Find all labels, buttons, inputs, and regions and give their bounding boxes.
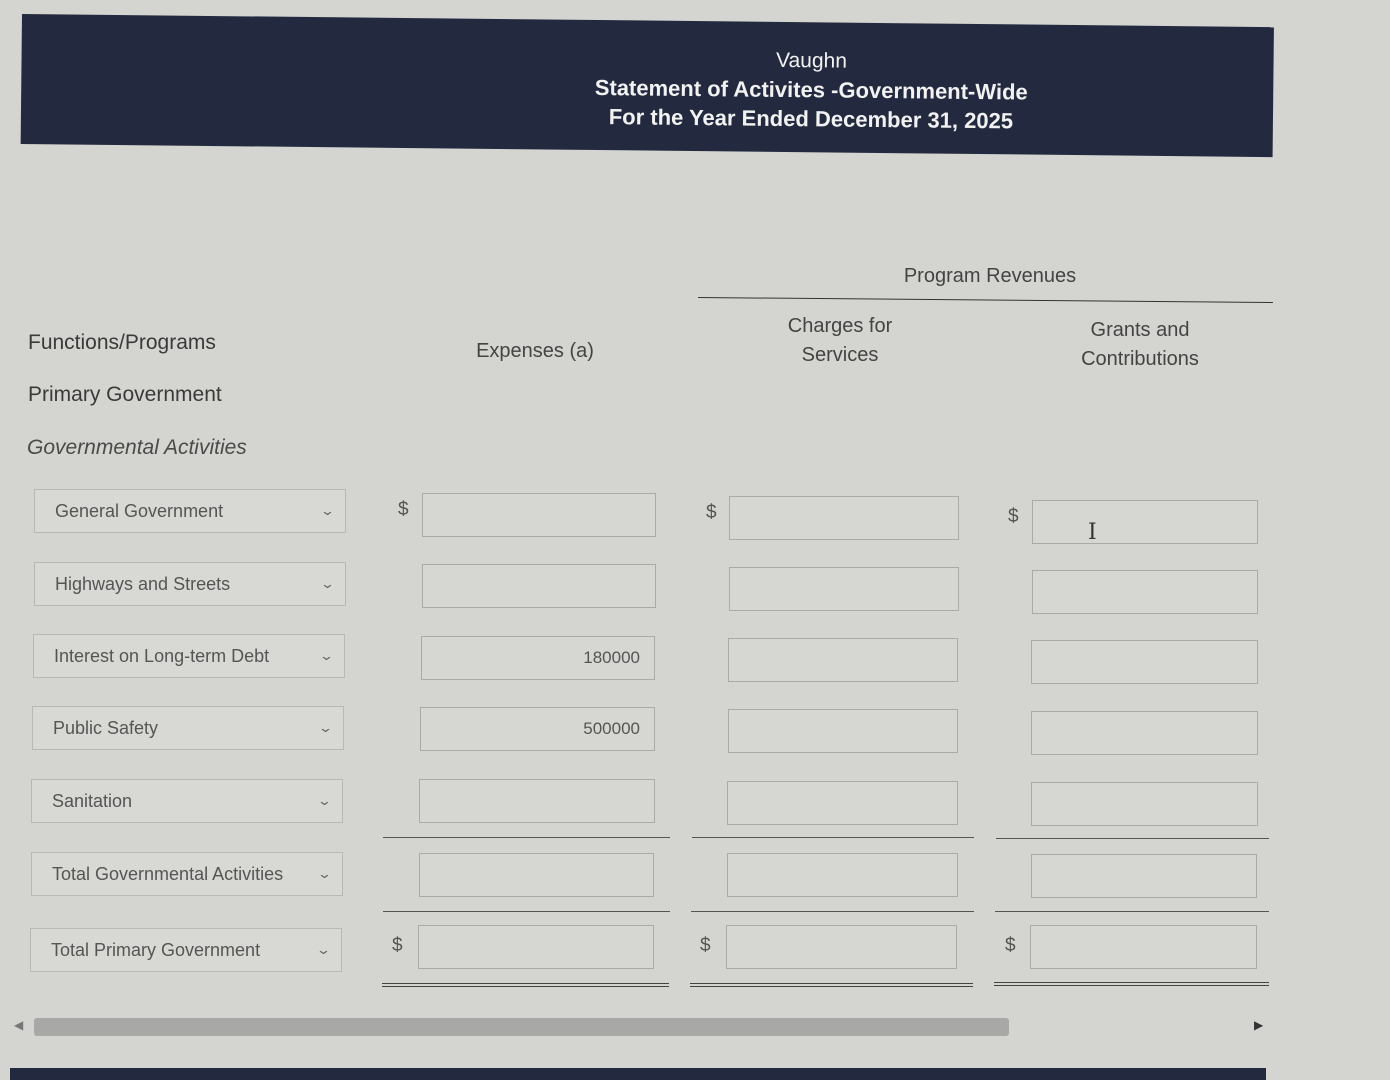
select-value: Total Governmental Activities <box>52 863 284 884</box>
scroll-left-icon[interactable]: ◀ <box>14 1018 24 1032</box>
select-value: Total Primary Government <box>51 939 261 960</box>
charges-input-row-2[interactable] <box>729 567 959 611</box>
grants-input-row-4[interactable] <box>1031 711 1258 755</box>
horizontal-scrollbar-thumb[interactable] <box>34 1018 1009 1036</box>
charges-for-services-heading <box>760 312 920 370</box>
statement-title: Statement of Activites -Government-Wide <box>594 75 1028 105</box>
expenses-input-row-7[interactable] <box>418 925 654 969</box>
grants-heading-line1: Grants and <box>1090 319 1190 341</box>
grand-total-double-rule-expenses <box>382 983 669 987</box>
charges-heading-line1: Charges for <box>787 315 893 337</box>
dollar-sign: $ <box>1008 506 1019 527</box>
charges-input-row-5[interactable] <box>727 781 958 825</box>
grants-input-row-2[interactable] <box>1032 570 1258 614</box>
chevron-down-icon: ⌄ <box>315 942 332 957</box>
expenses-input-row-6[interactable] <box>419 853 654 897</box>
grants-contributions-heading <box>1060 316 1220 374</box>
chevron-down-icon: ⌄ <box>316 793 333 808</box>
expenses-input-row-5[interactable] <box>419 779 655 823</box>
charges-input-row-3[interactable] <box>728 638 958 682</box>
grants-input-row-1[interactable] <box>1032 500 1258 544</box>
expenses-input-row-1[interactable] <box>422 493 656 537</box>
charges-heading-line2: Services <box>801 344 879 366</box>
grants-input-row-3[interactable] <box>1031 640 1258 684</box>
select-value: Sanitation <box>52 790 133 811</box>
dollar-sign: $ <box>1005 935 1016 956</box>
select-value: Public Safety <box>53 717 159 738</box>
charges-input-row-1[interactable] <box>729 496 959 540</box>
charges-input-row-7[interactable] <box>726 925 957 969</box>
function-select-general-government[interactable] <box>34 489 346 533</box>
function-select-highways-and-streets[interactable] <box>34 562 346 606</box>
charges-input-row-6[interactable] <box>727 853 958 897</box>
statement-period: For the Year Ended December 31, 2025 <box>608 104 1014 134</box>
grants-input-row-6[interactable] <box>1031 854 1257 898</box>
select-value: General Government <box>55 500 224 521</box>
footer-bar <box>10 1068 1266 1080</box>
program-revenues-heading: Program Revenues <box>903 265 1077 287</box>
functions-programs-heading: Functions/Programs <box>28 331 216 354</box>
grants-input-row-5[interactable] <box>1031 782 1258 826</box>
subtotal-rule-charges <box>692 837 974 838</box>
function-select-total-governmental-activities[interactable] <box>31 852 343 896</box>
expenses-input-row-2[interactable] <box>422 564 656 608</box>
scroll-right-icon[interactable]: ▶ <box>1254 1018 1264 1032</box>
program-revenues-rule <box>698 297 1273 303</box>
expenses-input-row-4[interactable]: 500000 <box>420 707 655 751</box>
charges-input-row-4[interactable] <box>728 709 958 753</box>
statement-header <box>21 14 1274 157</box>
function-select-interest-on-long-term-debt[interactable] <box>33 634 345 678</box>
dollar-sign: $ <box>706 502 717 523</box>
chevron-down-icon: ⌄ <box>316 866 333 881</box>
text-cursor-icon: I <box>1088 520 1097 545</box>
primary-government-heading: Primary Government <box>28 383 222 406</box>
expenses-input-row-3[interactable]: 180000 <box>421 636 655 680</box>
subtotal-rule-grants <box>996 838 1269 839</box>
chevron-down-icon: ⌄ <box>317 720 334 735</box>
chevron-down-icon: ⌄ <box>319 576 336 591</box>
grand-total-double-rule-charges <box>690 983 973 987</box>
expenses-heading: Expenses (a) <box>476 340 594 362</box>
select-value: Highways and Streets <box>55 573 231 594</box>
subtotal-rule-expenses <box>383 837 670 838</box>
grand-total-double-rule-grants <box>994 982 1269 986</box>
dollar-sign: $ <box>398 499 409 520</box>
grants-input-row-7[interactable] <box>1030 925 1257 969</box>
company-name: Vaughn <box>775 48 848 73</box>
function-select-total-primary-government[interactable] <box>30 928 342 972</box>
function-select-public-safety[interactable] <box>32 706 344 750</box>
function-select-sanitation[interactable] <box>31 779 343 823</box>
chevron-down-icon: ⌄ <box>318 648 335 663</box>
total-rule-expenses <box>383 911 670 912</box>
governmental-activities-heading: Governmental Activities <box>27 436 247 459</box>
dollar-sign: $ <box>392 935 403 956</box>
total-rule-grants <box>995 911 1269 912</box>
total-rule-charges <box>691 911 974 912</box>
chevron-down-icon: ⌄ <box>319 503 336 518</box>
dollar-sign: $ <box>700 935 711 956</box>
grants-heading-line2: Contributions <box>1081 348 1199 370</box>
select-value: Interest on Long-term Debt <box>54 645 270 666</box>
